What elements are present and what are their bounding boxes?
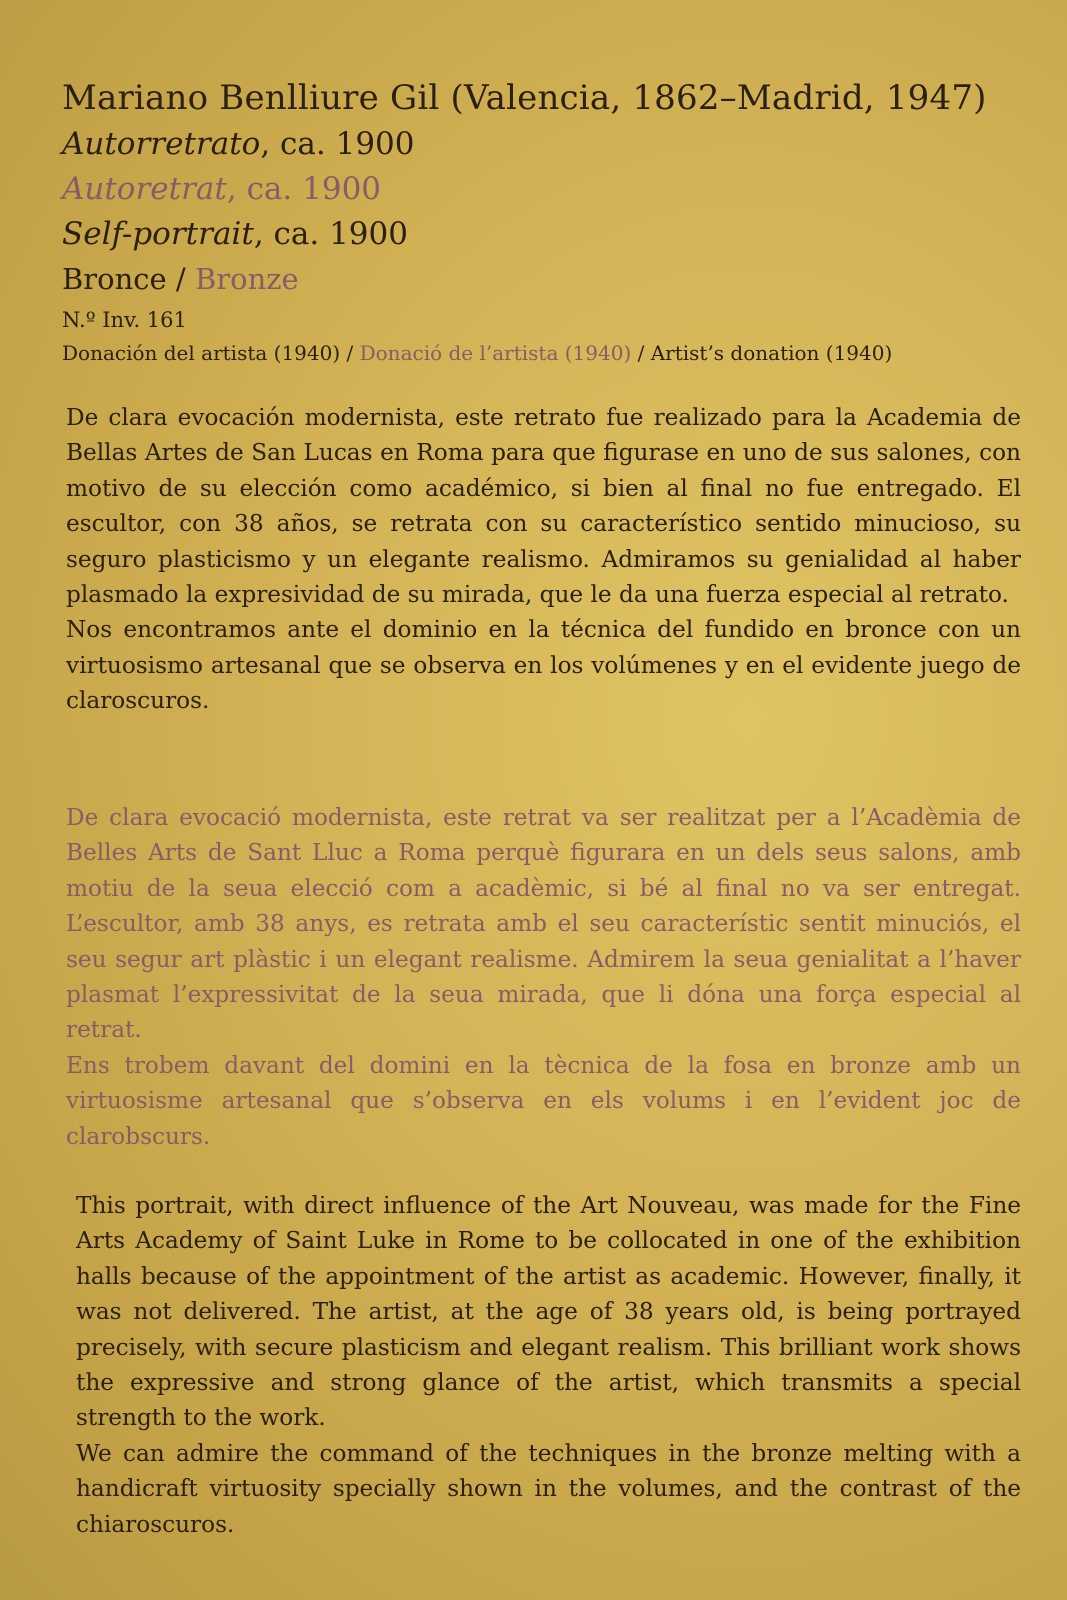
title-catalan-date: , ca. 1900	[226, 171, 382, 207]
material-spanish: Bronce	[62, 262, 167, 296]
title-spanish	[62, 122, 1022, 167]
label-header	[62, 74, 1022, 369]
donation-catalan: Donació de l’artista (1940)	[359, 341, 632, 365]
title-english-italic: Self-portrait	[62, 216, 254, 252]
donation-line	[62, 337, 1022, 369]
description-english-paragraph-2: We can admire the command of the techniques in the bronze melting with a handicraft virtuosity specially shown in the volumes, and the contrast of the chiaroscuros.	[76, 1439, 1021, 1538]
donation-separator-1: /	[340, 341, 360, 365]
description-spanish-paragraph-1: De clara evocación modernista, este retrato fue realizado para la Academia de Bellas Artes de San Lucas en Roma para que figurase en uno de sus salones, con motivo de su elección como académico, si bien al final no fue entregado. El escultor, con 38 años, se retrata con su característico sentido minucioso, su seguro plasticismo y un elegante realismo. Admiramos su genialidad al haber plasmado la expresividad de su mirada, que le da una fuerza especial al retrato.	[66, 404, 1021, 609]
description-spanish	[66, 400, 1021, 719]
inventory-number: N.º Inv. 161	[62, 308, 187, 332]
description-catalan-paragraph-1: De clara evocació modernista, este retrat va ser realitzat per a l’Acadèmia de Belles Arts de Sant Lluc a Roma perquè figurara en un dels seus salons, amb motiu de la seua elecció com a acadèmic, si bé al final no va ser entregat. L’escultor, amb 38 anys, es retrata amb el seu característic sentit minuciós, el seu segur art plàstic i un elegant realisme. Admirem la seua genialitat a l’haver plasmat l’expressivitat de la seua mirada, que li dóna una força especial al retrat.	[66, 804, 1021, 1044]
donation-spanish: Donación del artista (1940)	[62, 341, 341, 365]
title-english	[62, 212, 1022, 257]
material-catalan: Bronze	[194, 262, 299, 296]
donation-separator-2: /	[631, 341, 651, 365]
title-catalan-italic: Autoretrat	[62, 171, 227, 207]
title-english-date: , ca. 1900	[253, 216, 408, 252]
material-separator: /	[166, 262, 195, 296]
description-english	[76, 1188, 1021, 1542]
donation-english: Artist’s donation (1940)	[650, 341, 893, 365]
description-english-paragraph-1: This portrait, with direct influence of the Art Nouveau, was made for the Fine Arts Academy of Saint Luke in Rome to be collocated in one of the exhibition halls because of the appointment of the artist as academic. However, finally, it was not delivered. The artist, at the age of 38 years old, is being portrayed precisely, with secure plasticism and elegant realism. This brilliant work shows the expressive and strong glance of the artist, which transmits a special strength to the work.	[76, 1192, 1021, 1432]
title-spanish-date: , ca. 1900	[260, 126, 415, 162]
artist-name: Mariano Benlliure Gil (Valencia, 1862–Madrid, 1947)	[62, 78, 987, 118]
title-spanish-italic: Autorretrato	[62, 126, 261, 162]
title-catalan	[62, 167, 1022, 212]
material-line	[62, 257, 1022, 301]
description-catalan-paragraph-2: Ens trobem davant del domini en la tècnica de la fosa en bronze amb un virtuosisme artesanal que s’observa en els volums i en l’evident joc de clarobscurs.	[66, 1051, 1021, 1150]
description-spanish-paragraph-2: Nos encontramos ante el dominio en la técnica del fundido en bronce con un virtuosismo artesanal que se observa en los volúmenes y en el evidente juego de claroscuros.	[66, 616, 1021, 715]
description-catalan	[66, 800, 1021, 1154]
